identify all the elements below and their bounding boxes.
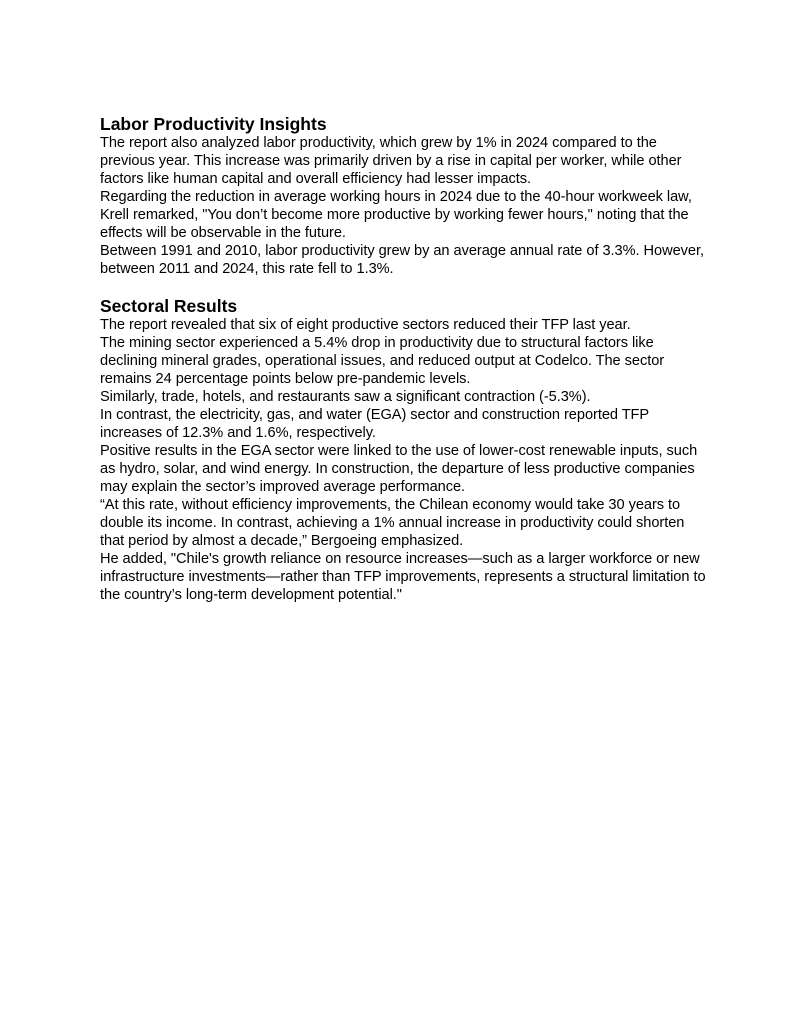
paragraph: Between 1991 and 2010, labor productivity grew by an average annual rate of 3.3%. However, between 2011 and 2024, this rate fell to 1.3%. bbox=[100, 243, 704, 277]
paragraph: He added, "Chile's growth reliance on resource increases—such as a larger workforce or new infrastructure investments—rather than TFP improvements, represents a structural limitation to the country’s long-term development potential." bbox=[100, 551, 706, 603]
paragraph: “At this rate, without efficiency improvements, the Chilean economy would take 30 years to double its income. In contrast, achieving a 1% annual increase in productivity could shorten that period by almost a decade,” Bergoeing emphasized. bbox=[100, 497, 685, 549]
section-heading: Sectoral Results bbox=[100, 296, 238, 316]
paragraph: The mining sector experienced a 5.4% drop in productivity due to structural factors like declining mineral grades, operational issues, and reduced output at Codelco. The sector remains 24 percentage points below pre-pandemic levels. bbox=[100, 335, 665, 387]
paragraph: Regarding the reduction in average working hours in 2024 due to the 40-hour workweek law, Krell remarked, "You don’t become more productive by working fewer hours," noting that the effects will be observable in the future. bbox=[100, 189, 692, 241]
paragraph: The report revealed that six of eight productive sectors reduced their TFP last year. bbox=[100, 317, 631, 333]
paragraph: Positive results in the EGA sector were linked to the use of lower-cost renewable inputs, such as hydro, solar, and wind energy. In construction, the departure of less productive companies may explain the sector’s improved average performance. bbox=[100, 443, 698, 495]
document-body bbox=[100, 114, 712, 604]
section-labor-productivity bbox=[100, 114, 712, 278]
paragraph: In contrast, the electricity, gas, and water (EGA) sector and construction reported TFP increases of 12.3% and 1.6%, respectively. bbox=[100, 407, 649, 441]
paragraph: The report also analyzed labor productivity, which grew by 1% in 2024 compared to the previous year. This increase was primarily driven by a rise in capital per worker, while other factors like human capital and overall efficiency had lesser impacts. bbox=[100, 135, 682, 187]
section-spacer bbox=[100, 278, 712, 296]
paragraph: Similarly, trade, hotels, and restaurants saw a significant contraction (-5.3%). bbox=[100, 389, 591, 405]
section-sectoral-results bbox=[100, 296, 712, 604]
section-heading: Labor Productivity Insights bbox=[100, 114, 327, 134]
